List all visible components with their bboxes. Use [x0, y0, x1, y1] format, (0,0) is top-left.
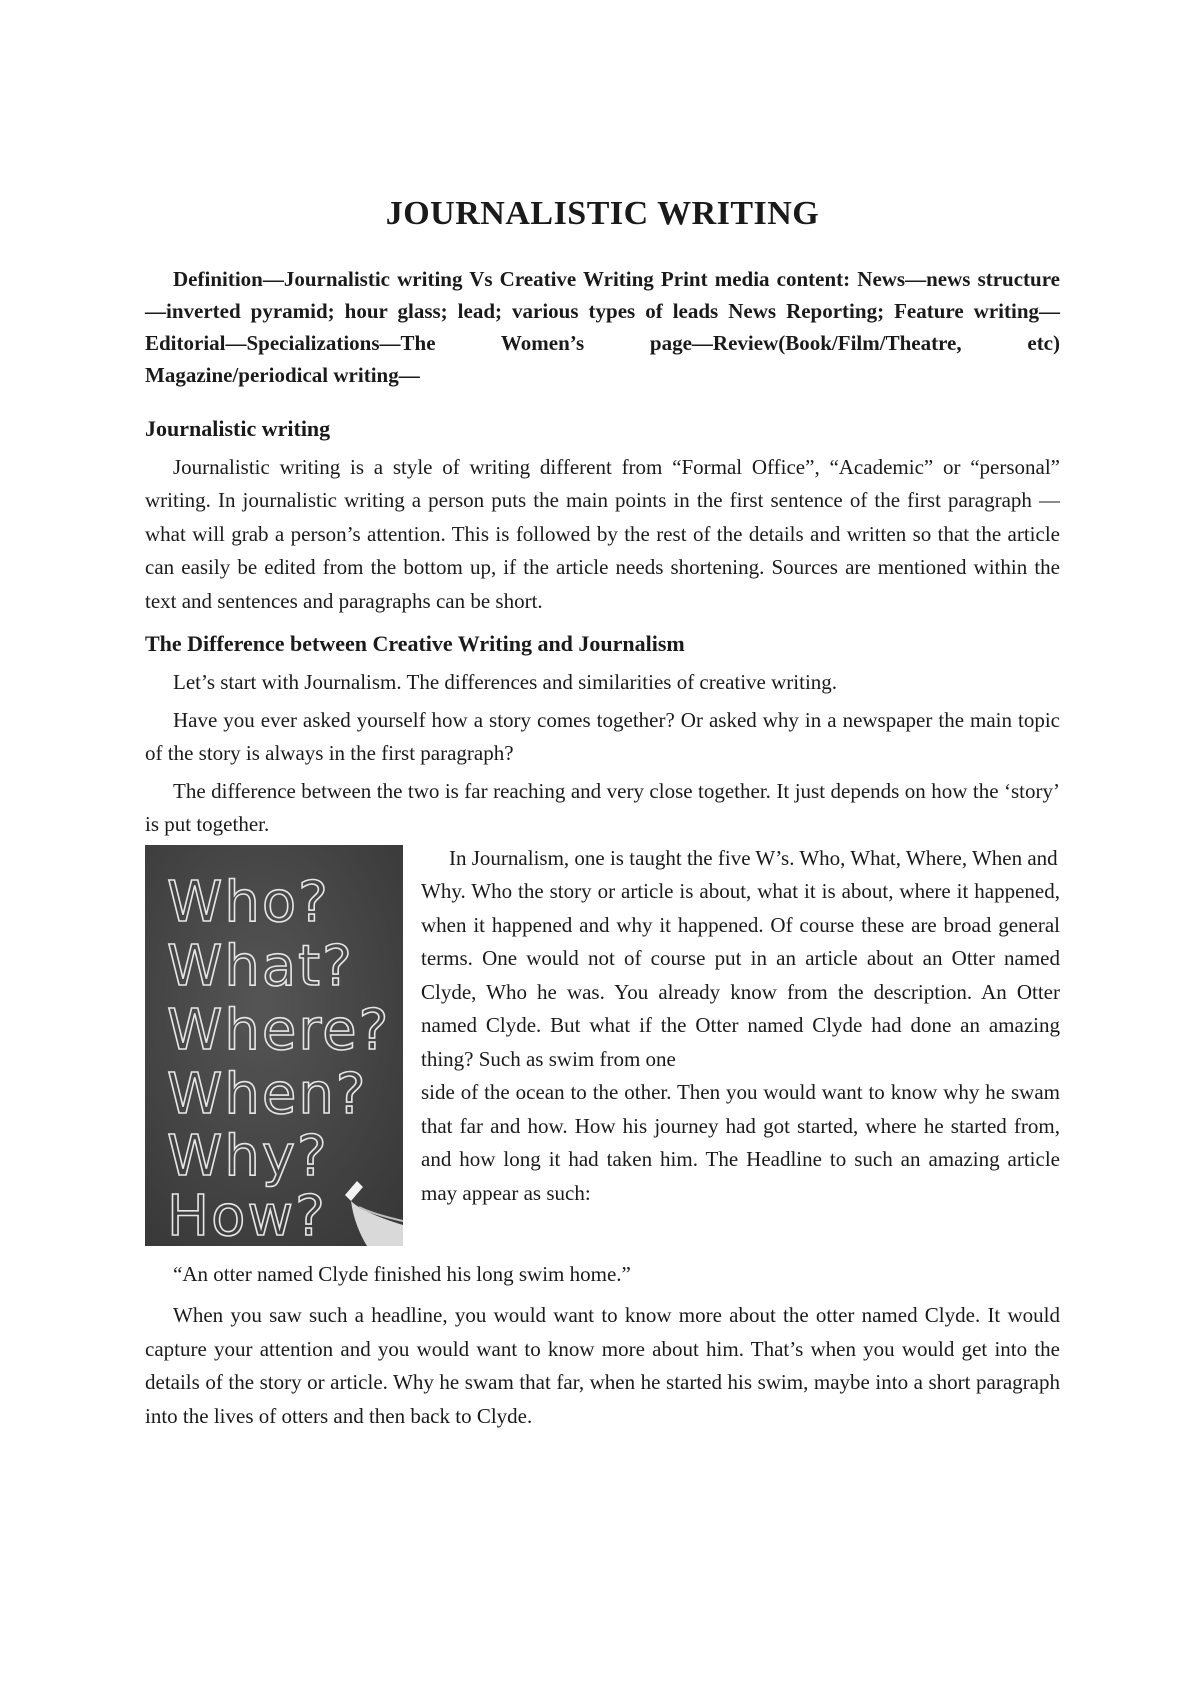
five-ws-continuation: side of the ocean to the other. Then you would want to know why he swam that far and how. How his journey had got started, where he started from, and how long it had taken him. The Headline to such an amazing article may appear as such:: [421, 1080, 1060, 1205]
chalk-word: How?: [167, 1183, 327, 1246]
section-heading-journalistic-writing: Journalistic writing: [145, 415, 331, 441]
section-heading-difference: The Difference between Creative Writing and Journalism: [145, 631, 685, 657]
chalk-word: Why?: [167, 1123, 329, 1189]
paragraph-story-question: Have you ever asked yourself how a story comes together? Or asked why in a newspaper the main topic of the story is always in the first paragraph?: [145, 707, 1060, 766]
five-ws-intro: In Journalism, one is taught the five W’s. Who, What, Where, When and: [449, 845, 1058, 870]
page-title: JOURNALISTIC WRITING: [385, 195, 820, 232]
paragraph-lets-start: Let’s start with Journalism. The differences and similarities of creative writing.: [173, 670, 838, 695]
chalkboard-drawing: [145, 845, 403, 1246]
chalk-word: When?: [167, 1061, 368, 1127]
paragraph-difference: The difference between the two is far reaching and very close together. It just depends on how the ‘story’ is put together.: [145, 778, 1060, 837]
chalk-word: What?: [167, 933, 354, 999]
paragraph-headline-effect: When you saw such a headline, you would want to know more about the otter named Clyde. It would capture your attention and you would want to know more about him. That’s when you would get into the details of the story or article. Why he swam that far, when he started his swim, maybe into a short paragraph into the lives of otters and then back to Clyde.: [145, 1303, 1060, 1428]
chalk-word: Who?: [167, 869, 330, 935]
chalkboard-image: [145, 845, 403, 1246]
five-ws-explanation: Why. Who the story or article is about, what it is about, where it happened, when it happened and why it happened. Of course these are broad general terms. One would not of course put in an article about an Otter named Clyde, Who he was. You already know from the description. An Otter named Clyde. But what if the Otter named Clyde had done an amazing thing? Such as swim from one: [421, 879, 1060, 1071]
headline-quote: “An otter named Clyde finished his long swim home.”: [173, 1261, 631, 1286]
syllabus-summary: Definition—Journalistic writing Vs Creative Writing Print media content: News—news structure—inverted pyramid; hour glass; lead; various types of leads News Reporting; Feature writing—Editorial—Specializations—The Women’s page—Review(Book/Film/Theatre, etc) Magazine/periodical writing—: [145, 266, 1060, 387]
chalk-word: Where?: [167, 997, 391, 1063]
paragraph-journalistic-writing: Journalistic writing is a style of writing different from “Formal Office”, “Academic” or “personal” writing. In journalistic writing a person puts the main points in the first sentence of the first paragraph — what will grab a person’s attention. This is followed by the rest of the details and written so that the article can easily be edited from the bottom up, if the article needs shortening. Sources are mentioned within the text and sentences and paragraphs can be short.: [145, 454, 1060, 613]
page-content: [145, 194, 1060, 1433]
